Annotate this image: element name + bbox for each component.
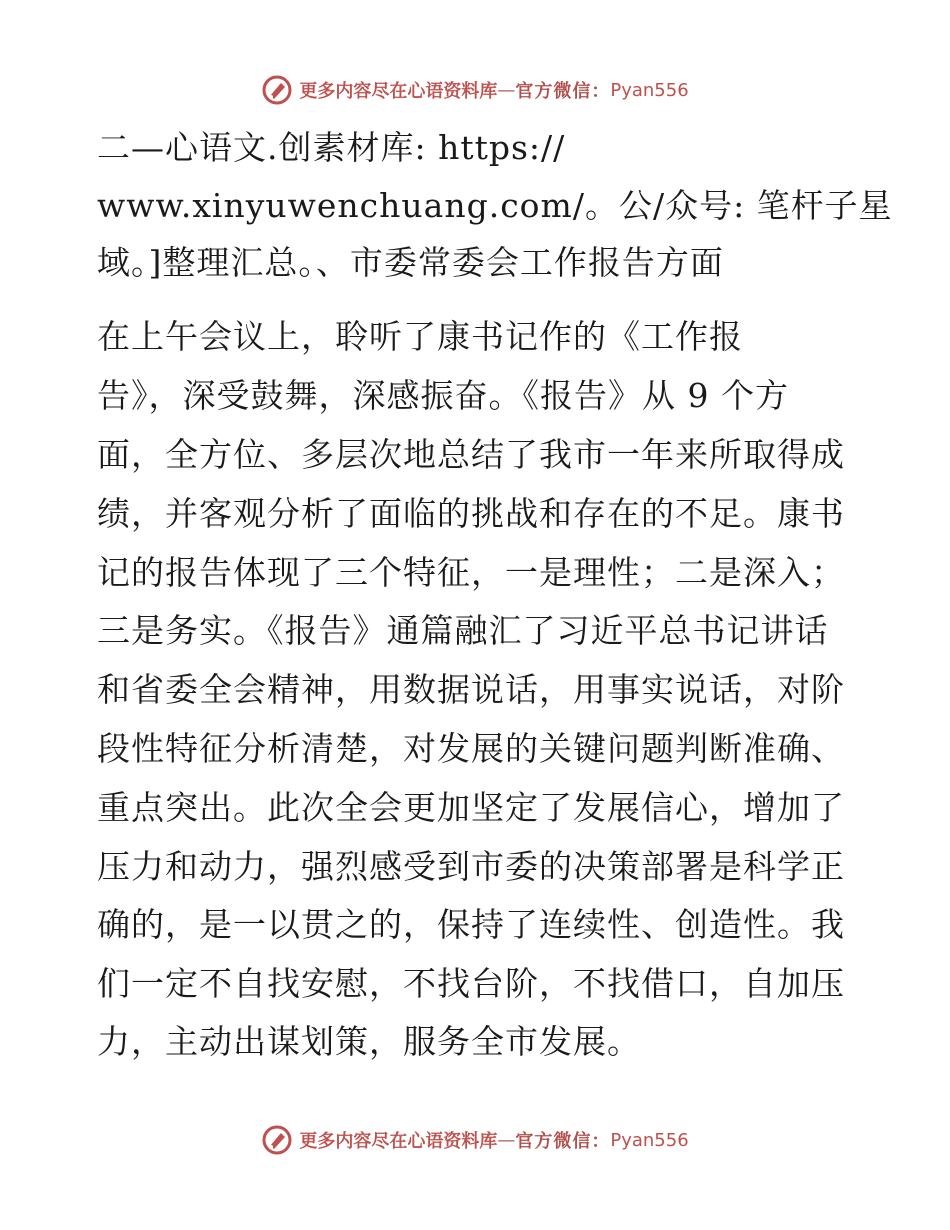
banner-wechat-label: 官方微信：	[515, 81, 611, 102]
header-banner	[0, 70, 950, 110]
banner-separator: —	[497, 79, 516, 101]
pen-seal-logo-icon	[261, 74, 293, 106]
banner-separator: —	[497, 1129, 516, 1151]
text-line: 力，主动出谋划策，服务全市发展。	[97, 1022, 641, 1061]
banner-site-text: 更多内容尽在心语资料库	[299, 81, 498, 102]
text-line: 压力和动力，强烈感受到市委的决策部署是科学正	[97, 847, 845, 886]
text-line: 确的，是一以贯之的，保持了连续性、创造性。我	[97, 905, 845, 944]
text-line: 面，全方位、多层次地总结了我市一年来所取得成	[97, 435, 845, 474]
text-line: 在上午会议上，聆听了康书记作的《工作报	[97, 317, 743, 356]
text-line: 段性特征分析清楚，对发展的关键问题判断准确、	[97, 729, 845, 768]
text-line: 记的报告体现了三个特征，一是理性；二是深入；	[97, 553, 845, 592]
text-line: 告》，深受鼓舞，深感振奋。《报告》从 9 个方	[97, 376, 789, 415]
banner-wechat-handle: Pyan556	[610, 1129, 689, 1151]
banner-wechat-label: 官方微信：	[515, 1131, 611, 1152]
text-line: 二—心语文.创素材库: https://	[97, 128, 566, 167]
text-line: 三是务实。《报告》通篇融汇了习近平总书记讲话	[97, 611, 829, 650]
footer-banner	[0, 1120, 950, 1160]
pen-seal-logo-icon	[261, 1124, 293, 1156]
banner-wechat-handle: Pyan556	[610, 79, 689, 101]
text-line: 和省委全会精神，用数据说话，用事实说话，对阶	[97, 670, 845, 709]
text-line: 们一定不自找安慰，不找台阶，不找借口，自加压	[97, 964, 845, 1003]
text-line: 绩，并客观分析了面临的挑战和存在的不足。康书	[97, 494, 845, 533]
text-line: 域。]整理汇总。、市委常委会工作报告方面	[97, 243, 724, 282]
text-line: www.xinyuwenchuang.com/。公/众号: 笔杆子星	[97, 186, 893, 225]
text-line: 重点突出。此次全会更加坚定了发展信心，增加了	[97, 788, 845, 827]
banner-site-text: 更多内容尽在心语资料库	[299, 1131, 498, 1152]
